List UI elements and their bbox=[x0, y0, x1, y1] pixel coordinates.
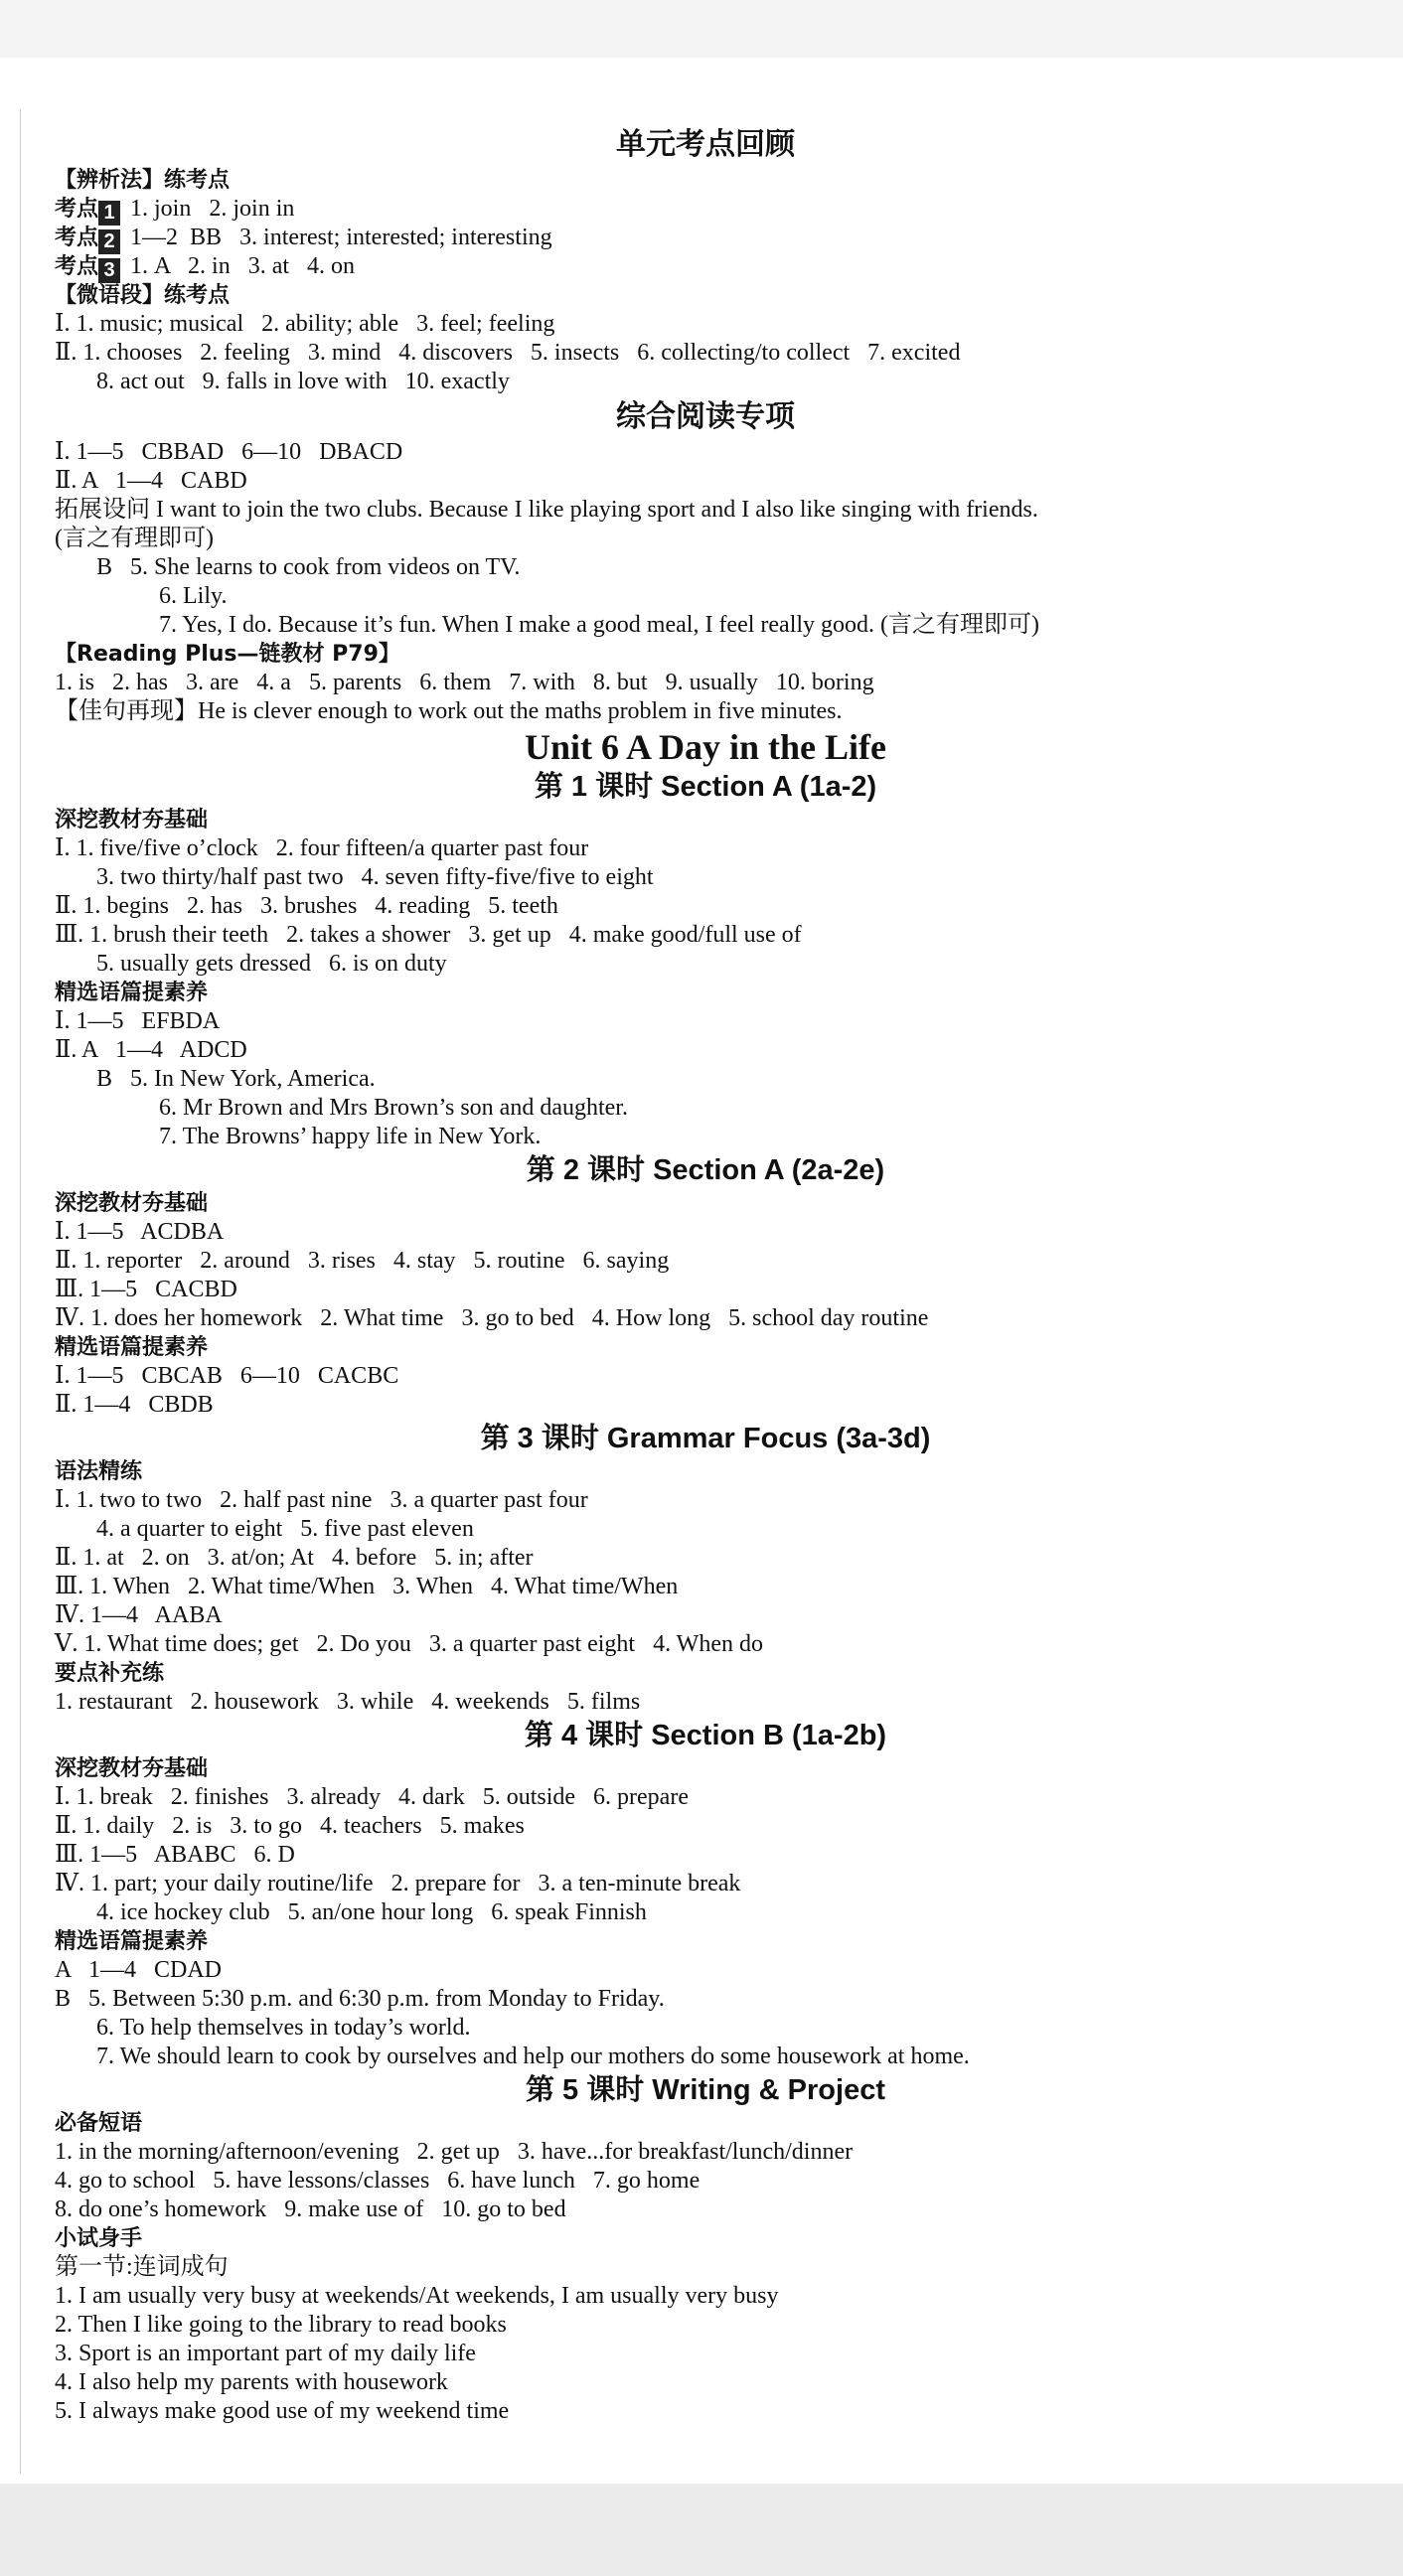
answer-line: Ⅰ. 1—5 ACDBA bbox=[55, 1219, 225, 1245]
kaodian-number: 2 bbox=[98, 229, 120, 254]
kaodian-number: 1 bbox=[98, 201, 120, 226]
answer-line: 6. To help themselves in today’s world. bbox=[96, 2015, 471, 2041]
lesson-title: 第 5 课时 Writing & Project bbox=[525, 2074, 885, 2106]
answer-line: Ⅲ. 1. brush their teeth 2. takes a shower 3. get up 4. make good/full use of bbox=[55, 922, 802, 948]
section-title-unit-review: 单元考点回顾 bbox=[616, 127, 795, 162]
answer-text: 1. A 2. in 3. at 4. on bbox=[130, 253, 356, 279]
answer-line: 4. ice hockey club 5. an/one hour long 6. speak Finnish bbox=[96, 1899, 647, 1925]
answer-line: 8. act out 9. falls in love with 10. exactly bbox=[96, 369, 510, 394]
lesson-title: 第 4 课时 Section B (1a-2b) bbox=[524, 1720, 887, 1751]
subsection-label: 【微语段】练考点 bbox=[55, 283, 231, 308]
answer-line: 3. Sport is an important part of my daily life bbox=[55, 2341, 476, 2366]
binding-rule bbox=[20, 109, 21, 2474]
answer-line: 1. is 2. has 3. are 4. a 5. parents 6. them 7. with 8. but 9. usually 10. boring bbox=[55, 670, 874, 695]
subsection-label: 必备短语 bbox=[55, 2111, 143, 2136]
answer-line: 5. I always make good use of my weekend time bbox=[55, 2398, 510, 2424]
answer-line: Ⅱ. 1—4 CBDB bbox=[55, 1392, 214, 1418]
answer-line: Ⅳ. 1—4 AABA bbox=[55, 1602, 223, 1628]
answer-line: Ⅰ. 1. five/five o’clock 2. four fifteen/a quarter past four bbox=[55, 835, 589, 861]
subsection-label: 小试身手 bbox=[55, 2226, 143, 2251]
answer-line: B 5. Between 5:30 p.m. and 6:30 p.m. from Monday to Friday. bbox=[55, 1986, 665, 2012]
answer-line: Ⅱ. A 1—4 CABD bbox=[55, 468, 247, 494]
answer-line: 6. Mr Brown and Mrs Brown’s son and daughter. bbox=[159, 1095, 628, 1121]
answer-line: Ⅰ. 1—5 CBCAB 6—10 CACBC bbox=[55, 1363, 399, 1389]
answer-line: Ⅲ. 1—5 CACBD bbox=[55, 1277, 237, 1302]
lesson-title: 第 1 课时 Section A (1a-2) bbox=[534, 771, 877, 803]
kaodian-label: 考点 bbox=[55, 197, 99, 222]
answer-line: 7. The Browns’ happy life in New York. bbox=[159, 1124, 542, 1149]
answer-line: Ⅱ. 1. daily 2. is 3. to go 4. teachers 5. makes bbox=[55, 1813, 525, 1839]
answer-line: Ⅰ. 1. two to two 2. half past nine 3. a quarter past four bbox=[55, 1487, 588, 1513]
answer-line: Ⅰ. 1. break 2. finishes 3. already 4. dark 5. outside 6. prepare bbox=[55, 1784, 689, 1810]
answer-line bbox=[55, 224, 1356, 252]
answer-line: 2. Then I like going to the library to read books bbox=[55, 2312, 507, 2338]
answer-line: Ⅰ. 1—5 CBBAD 6—10 DBACD bbox=[55, 439, 403, 465]
lesson-title: 第 2 课时 Section A (2a-2e) bbox=[526, 1154, 885, 1186]
answer-line: Ⅱ. 1. reporter 2. around 3. rises 4. stay 5. routine 6. saying bbox=[55, 1248, 670, 1274]
answer-line: 第一节:连词成句 bbox=[55, 2254, 229, 2280]
subsection-label: 【辨析法】练考点 bbox=[55, 168, 231, 193]
scan-top-margin bbox=[0, 0, 1403, 58]
answer-line: Ⅴ. 1. What time does; get 2. Do you 3. a quarter past eight 4. When do bbox=[55, 1631, 763, 1657]
answer-line: 【佳句再现】He is clever enough to work out the maths problem in five minutes. bbox=[55, 698, 843, 724]
subsection-label: 深挖教材夯基础 bbox=[55, 1191, 209, 1216]
answer-line: Ⅱ. A 1—4 ADCD bbox=[55, 1037, 247, 1063]
answer-text: 1—2 BB 3. interest; interested; interesting bbox=[130, 225, 552, 250]
kaodian-label: 考点 bbox=[55, 254, 99, 279]
subsection-label: 精选语篇提素养 bbox=[55, 1929, 209, 1954]
answer-page bbox=[55, 124, 1356, 2426]
answer-line: Ⅱ. 1. at 2. on 3. at/on; At 4. before 5. in; after bbox=[55, 1545, 534, 1571]
subsection-label: 精选语篇提素养 bbox=[55, 1335, 209, 1360]
lesson-title: 第 3 课时 Grammar Focus (3a-3d) bbox=[480, 1423, 931, 1454]
answer-line: 拓展设问 I want to join the two clubs. Because I like playing sport and I also like singing with friends. bbox=[55, 497, 1038, 523]
answer-line: Ⅰ. 1—5 EFBDA bbox=[55, 1008, 221, 1034]
answer-line: Ⅲ. 1. When 2. What time/When 3. When 4. What time/When bbox=[55, 1574, 679, 1599]
answer-line: 4. I also help my parents with housework bbox=[55, 2369, 448, 2395]
answer-line: 4. a quarter to eight 5. five past eleven bbox=[96, 1516, 474, 1542]
subsection-label: 要点补充练 bbox=[55, 1661, 165, 1686]
subsection-label: 【Reading Plus—链教材 P79】 bbox=[55, 642, 400, 667]
answer-line: Ⅰ. 1. music; musical 2. ability; able 3. feel; feeling bbox=[55, 311, 555, 337]
kaodian-number: 3 bbox=[98, 258, 120, 283]
answer-line: Ⅱ. 1. begins 2. has 3. brushes 4. reading 5. teeth bbox=[55, 893, 558, 919]
answer-line: Ⅱ. 1. chooses 2. feeling 3. mind 4. discovers 5. insects 6. collecting/to collect 7. excited bbox=[55, 340, 961, 366]
answer-line: 1. restaurant 2. housework 3. while 4. weekends 5. films bbox=[55, 1689, 641, 1715]
answer-line: 1. I am usually very busy at weekends/At weekends, I am usually very busy bbox=[55, 2283, 779, 2309]
answer-line: 7. We should learn to cook by ourselves and help our mothers do some housework at home. bbox=[96, 2044, 970, 2069]
subsection-label: 深挖教材夯基础 bbox=[55, 1756, 209, 1781]
answer-line: 5. usually gets dressed 6. is on duty bbox=[96, 951, 447, 977]
answer-line: A 1—4 CDAD bbox=[55, 1957, 223, 1983]
answer-line: 8. do one’s homework 9. make use of 10. go to bed bbox=[55, 2197, 566, 2222]
answer-line: B 5. In New York, America. bbox=[96, 1066, 376, 1092]
answer-line: Ⅳ. 1. does her homework 2. What time 3. go to bed 4. How long 5. school day routine bbox=[55, 1305, 929, 1331]
answer-line: 7. Yes, I do. Because it’s fun. When I make a good meal, I feel really good. (言之有理即可) bbox=[159, 612, 1040, 638]
answer-line: 4. go to school 5. have lessons/classes 6. have lunch 7. go home bbox=[55, 2168, 701, 2194]
answer-line: 1. in the morning/afternoon/evening 2. get up 3. have...for breakfast/lunch/dinner bbox=[55, 2139, 854, 2165]
subsection-label: 深挖教材夯基础 bbox=[55, 808, 209, 833]
answer-text: 1. join 2. join in bbox=[130, 196, 295, 222]
kaodian-label: 考点 bbox=[55, 226, 99, 250]
answer-line: 6. Lily. bbox=[159, 583, 228, 609]
answer-line: B 5. She learns to cook from videos on TV. bbox=[96, 554, 521, 580]
answer-line: (言之有理即可) bbox=[55, 526, 214, 551]
answer-line bbox=[55, 252, 1356, 281]
answer-line: 3. two thirty/half past two 4. seven fifty-five/five to eight bbox=[96, 864, 654, 890]
subsection-label: 精选语篇提素养 bbox=[55, 981, 209, 1005]
section-title-reading: 综合阅读专项 bbox=[616, 399, 795, 434]
subsection-label: 语法精练 bbox=[55, 1459, 143, 1484]
scan-bottom-margin bbox=[0, 2484, 1403, 2576]
answer-line: Ⅲ. 1—5 ABABC 6. D bbox=[55, 1842, 295, 1868]
answer-line bbox=[55, 195, 1356, 224]
unit-title: Unit 6 A Day in the Life bbox=[524, 727, 887, 767]
answer-line: Ⅳ. 1. part; your daily routine/life 2. prepare for 3. a ten-minute break bbox=[55, 1871, 741, 1896]
